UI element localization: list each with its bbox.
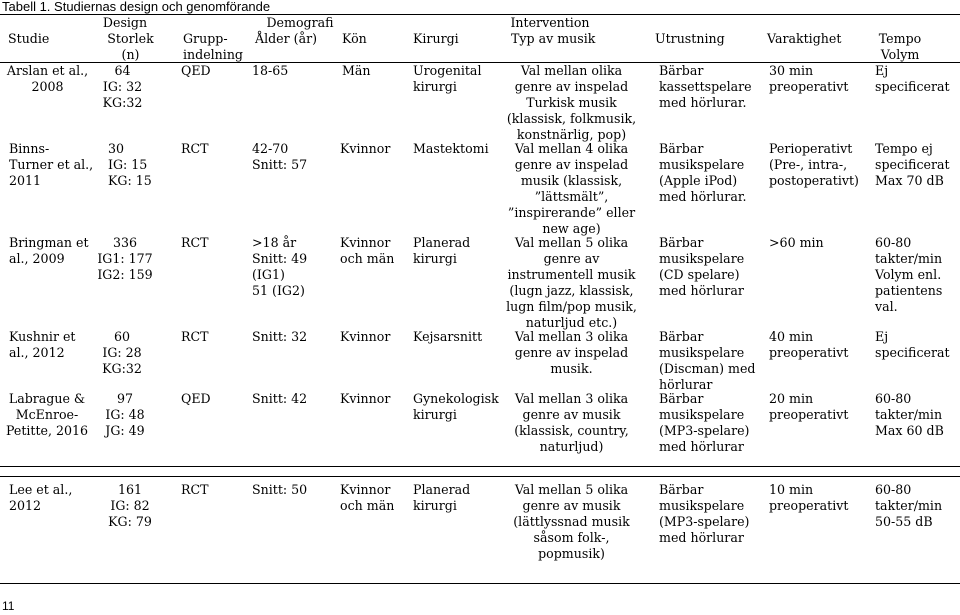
table-bottom-rule [0,466,960,467]
cell-kirurgi: Gynekologisk kirurgi [413,391,499,422]
cell-grupp: QED [181,391,211,406]
page-number: 11 [2,599,15,613]
cell-studie: Arslan et al., 2008 [6,63,89,94]
cell-typ: Val mellan 5 olika genre av instrumentell musik (lugn jazz, klassisk, lugn film/pop musik, naturljud etc.) [506,235,637,330]
cell-alder: Snitt: 32 [252,329,308,344]
cell-varaktighet: 30 min preoperativt [769,63,849,94]
cell-grupp: RCT [181,141,209,156]
cell-storlek: 161 IG: 82 KG: 79 [108,482,152,529]
cell-storlek: 97 IG: 48 JG: 49 [105,391,145,438]
cell-utrustning: Bärbar musikspelare (MP3-spelare) med hörlurar [659,482,750,545]
cell-kirurgi: Planerad kirurgi [413,235,471,266]
cell-kirurgi: Urogenital kirurgi [413,63,482,94]
group-header-intervention: Intervention [510,15,590,30]
cell-storlek: 30 IG: 15 KG: 15 [108,141,152,188]
cell-typ: Val mellan 4 olika genre av inspelad musik (klassisk, ”lättsmält”, ”inspirerande” eller new age) [507,141,636,236]
cell-varaktighet: 20 min preoperativt [769,391,849,422]
cell-kirurgi: Kejsarsnitt [413,329,483,344]
group-header-design: Design [102,15,148,30]
cell-tempo: Ej specificerat [875,63,950,94]
cell-studie: Binns- Turner et al., 2011 [9,141,94,188]
cell-grupp: QED [181,63,211,78]
cell-kon: Män [342,63,371,78]
group-header-demografi: Demografi [266,15,334,30]
col-header-tempo: Tempo Volym [878,31,922,62]
cell-grupp: RCT [181,235,209,250]
cell-storlek: 60 IG: 28 KG:32 [102,329,142,376]
cell-utrustning: Bärbar musikspelare (MP3-spelare) med hörlurar [659,391,750,454]
col-header-kirurgi: Kirurgi [413,31,459,46]
cell-storlek: 64 IG: 32 KG:32 [102,63,143,110]
cell-tempo: Ej specificerat [875,329,950,360]
col-header-varaktighet: Varaktighet [767,31,842,46]
cell-typ: Val mellan olika genre av inspelad Turkisk musik (klassisk, folkmusik, konstnärlig, pop) [506,63,637,142]
cell-tempo: 60-80 takter/min Volym enl. patientens val. [875,235,943,314]
cell-alder: 42-70 Snitt: 57 [252,141,308,172]
cell-kon: Kvinnor [340,329,391,344]
col-header-alder: Ålder (år) [255,31,318,46]
cell-typ: Val mellan 3 olika genre av musik (klassisk, country, naturljud) [514,391,629,454]
cell-typ: Val mellan 5 olika genre av musik (lättlyssnad musik såsom folk-, popmusik) [513,482,630,561]
col-header-storlek: Storlek (n) [107,31,154,62]
cell-studie: Bringman et al., 2009 [9,235,89,266]
cell-alder: 18-65 [252,63,289,78]
cell-kirurgi: Planerad kirurgi [413,482,471,513]
cell-tempo: 60-80 takter/min 50-55 dB [875,482,943,529]
cell-grupp: RCT [181,329,209,344]
cell-varaktighet: >60 min [769,235,824,250]
cell-varaktighet: 10 min preoperativt [769,482,849,513]
cell-alder: Snitt: 42 [252,391,308,406]
cell-kirurgi: Mastektomi [413,141,489,156]
cell-studie: Kushnir et al., 2012 [9,329,76,360]
cell-utrustning: Bärbar musikspelare (CD spelare) med hörlurar [659,235,745,298]
table-caption: Tabell 1. Studiernas design och genomförande [2,0,271,14]
cell-utrustning: Bärbar kassettspelare med hörlurar. [659,63,752,110]
col-header-gruppindelning: Grupp- indelning [183,31,243,62]
col-header-kon: Kön [342,31,367,46]
col-header-typ: Typ av musik [511,31,596,46]
cell-kon: Kvinnor och män [340,482,395,513]
cell-varaktighet: 40 min preoperativt [769,329,849,360]
cell-alder: >18 år Snitt: 49 (IG1) 51 (IG2) [252,235,308,298]
cell-studie: Labrague & McEnroe- Petitte, 2016 [5,391,89,438]
col-header-studie: Studie [8,31,50,46]
cell-alder: Snitt: 50 [252,482,308,497]
cell-kon: Kvinnor [340,141,391,156]
cell-tempo: 60-80 takter/min Max 60 dB [875,391,944,438]
cell-studie: Lee et al., 2012 [9,482,73,513]
cell-varaktighet: Perioperativt (Pre-, intra-, postoperativt) [769,141,859,188]
cell-typ: Val mellan 3 olika genre av inspelad musik. [514,329,629,376]
cell-grupp: RCT [181,482,209,497]
cell-kon: Kvinnor och män [340,235,395,266]
cell-kon: Kvinnor [340,391,391,406]
col-header-utrustning: Utrustning [655,31,725,46]
section-rule [0,476,960,477]
footer-rule [0,583,960,584]
cell-tempo: Tempo ej specificerat Max 70 dB [875,141,950,188]
cell-storlek: 336 IG1: 177 IG2: 159 [97,235,153,282]
cell-utrustning: Bärbar musikspelare (Discman) med hörlurar [659,329,756,392]
cell-utrustning: Bärbar musikspelare (Apple iPod) med hörlurar. [659,141,747,204]
